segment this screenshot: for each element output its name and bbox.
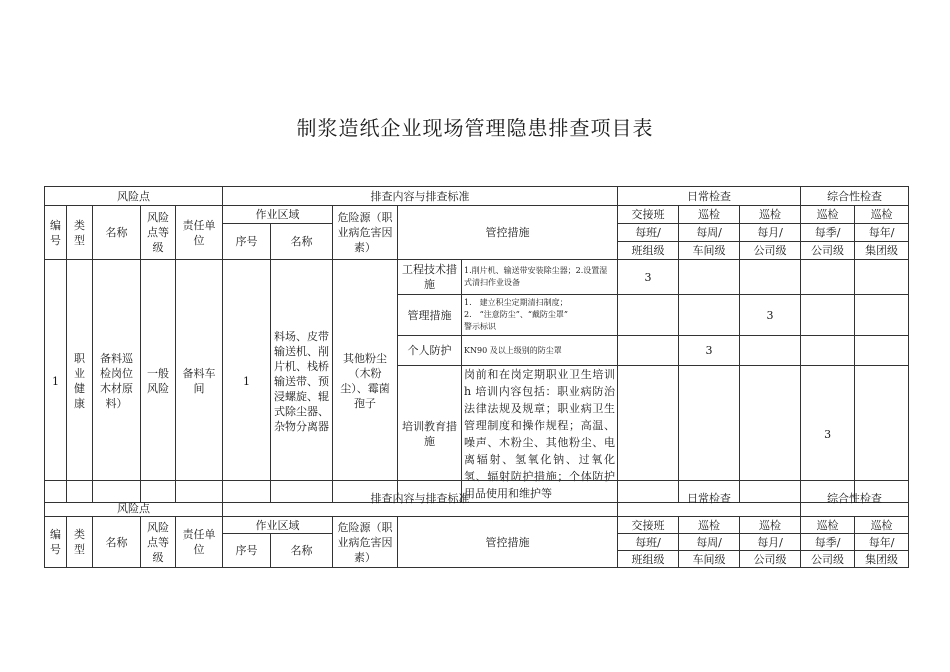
measure-category: 个人防护 <box>398 336 462 366</box>
check-mark <box>801 295 855 336</box>
measure-text: 1.削片机、输送带安装除尘器；2.设置湿式清扫作业设备 <box>462 260 618 295</box>
no-header: 编号 <box>45 517 67 568</box>
check-mark <box>801 336 855 366</box>
col-level: 公司级 <box>801 242 855 260</box>
col-label: 巡检 <box>679 206 740 224</box>
check-mark <box>801 260 855 295</box>
col-level: 集团级 <box>855 242 909 260</box>
col-level: 班组级 <box>618 242 679 260</box>
work-area-header: 作业区域 <box>223 517 333 534</box>
check-mark <box>855 336 909 366</box>
check-mark: 3 <box>679 336 740 366</box>
check-mark <box>740 336 801 366</box>
check-mark <box>855 260 909 295</box>
hazard-check-table-continued <box>44 480 909 568</box>
col-frequency: 每班/ <box>618 534 679 551</box>
resp-unit-header: 责任单位 <box>176 206 223 260</box>
check-mark: 3 <box>801 366 855 503</box>
name-header: 名称 <box>93 517 141 568</box>
resp-unit-header: 责任单位 <box>176 517 223 568</box>
col-label: 巡检 <box>679 517 740 534</box>
no-header: 编号 <box>45 206 67 260</box>
check-mark <box>740 260 801 295</box>
check-mark <box>618 336 679 366</box>
col-label: 交接班 <box>618 206 679 224</box>
page-title: 制浆造纸企业现场管理隐患排查项目表 <box>296 116 654 140</box>
col-label: 巡检 <box>855 206 909 224</box>
seq-header: 序号 <box>223 224 271 260</box>
measure-category: 工程技术措施 <box>398 260 462 295</box>
col-level: 公司级 <box>740 242 801 260</box>
type-header: 类 型 <box>67 206 93 260</box>
check-mark <box>618 295 679 336</box>
daily-check-header: 日常检查 <box>618 481 801 517</box>
col-frequency: 每月/ <box>740 534 801 551</box>
area-name-header: 名称 <box>271 224 333 260</box>
risk-level-header: 风险 点等级 <box>141 517 176 568</box>
col-frequency: 每季/ <box>801 224 855 242</box>
row-name: 备料巡检岗位木材原料） <box>93 260 141 503</box>
row-resp-unit: 备料车间 <box>176 260 223 503</box>
col-frequency: 每周/ <box>679 534 740 551</box>
row-seq: 1 <box>223 260 271 503</box>
col-label: 巡检 <box>740 206 801 224</box>
col-level: 车间级 <box>679 551 740 568</box>
col-level: 公司级 <box>801 551 855 568</box>
col-frequency: 每周/ <box>679 224 740 242</box>
col-level: 班组级 <box>618 551 679 568</box>
check-mark <box>679 295 740 336</box>
name-header: 名称 <box>93 206 141 260</box>
col-frequency: 每季/ <box>801 534 855 551</box>
work-area-header: 作业区域 <box>223 206 333 224</box>
row-area-name: 料场、皮带输送机、削片机、栈桥输送带、预浸螺旋、辊式除尘器、杂物分离器 <box>271 260 333 503</box>
check-mark <box>679 260 740 295</box>
hazard-source-header: 危险源（职业病危害因素） <box>333 517 398 568</box>
col-level: 集团级 <box>855 551 909 568</box>
col-frequency: 每年/ <box>855 224 909 242</box>
col-level: 公司级 <box>740 551 801 568</box>
row-risk-level: 一般 风险 <box>141 260 176 503</box>
measure-text: KN90 及以上级别的防尘罩 <box>462 336 618 366</box>
risk-level-header: 风险 点等级 <box>141 206 176 260</box>
check-mark: 3 <box>618 260 679 295</box>
col-label: 巡检 <box>855 517 909 534</box>
col-frequency: 每月/ <box>740 224 801 242</box>
col-label: 交接班 <box>618 517 679 534</box>
check-content-header: 排查内容与排查标准 <box>223 481 618 517</box>
measure-text: 岗前和在岗定期职业卫生培训 h 培训内容包括：职业病防治法律法规及规章；职业病卫生管理制度和操作规程；高温、噪声、木粉尘、其他粉尘、电离辐射、氢氧化钠、过氧化氢、辐射防护措施；个体防护用品使用和维护等 <box>462 366 618 503</box>
measure-category: 管理措施 <box>398 295 462 336</box>
comprehensive-check-header: 综合性检查 <box>801 187 909 206</box>
col-frequency: 每班/ <box>618 224 679 242</box>
daily-check-header: 日常检查 <box>618 187 801 206</box>
seq-header: 序号 <box>223 534 271 568</box>
row-hazard: 其他粉尘（木粉尘）、霉菌孢子 <box>333 260 398 503</box>
col-level: 车间级 <box>679 242 740 260</box>
measure-text: 1. 建立积尘定期清扫制度； 2. “注意防尘”、“戴防尘罩” 警示标识 <box>462 295 618 336</box>
hazard-source-header: 危险源（职业病危害因素） <box>333 206 398 260</box>
type-header: 类 型 <box>67 517 93 568</box>
control-header: 管控措施 <box>398 206 618 260</box>
col-label: 巡检 <box>801 206 855 224</box>
area-name-header: 名称 <box>271 534 333 568</box>
col-label: 巡检 <box>801 517 855 534</box>
row-type: 职 业 健 康 <box>67 260 93 503</box>
col-frequency: 每年/ <box>855 534 909 551</box>
check-mark: 3 <box>740 295 801 336</box>
check-content-header: 排查内容与排查标准 <box>223 187 618 206</box>
col-label: 巡检 <box>740 517 801 534</box>
hazard-check-table <box>44 186 909 503</box>
measure-category: 培训教育措施 <box>398 366 462 503</box>
control-header: 管控措施 <box>398 517 618 568</box>
risk-point-header: 风险点 <box>45 187 223 206</box>
check-mark <box>855 295 909 336</box>
risk-point-header: 风险点 <box>45 481 223 517</box>
comprehensive-check-header: 综合性检查 <box>801 481 909 517</box>
row-no: 1 <box>45 260 67 503</box>
